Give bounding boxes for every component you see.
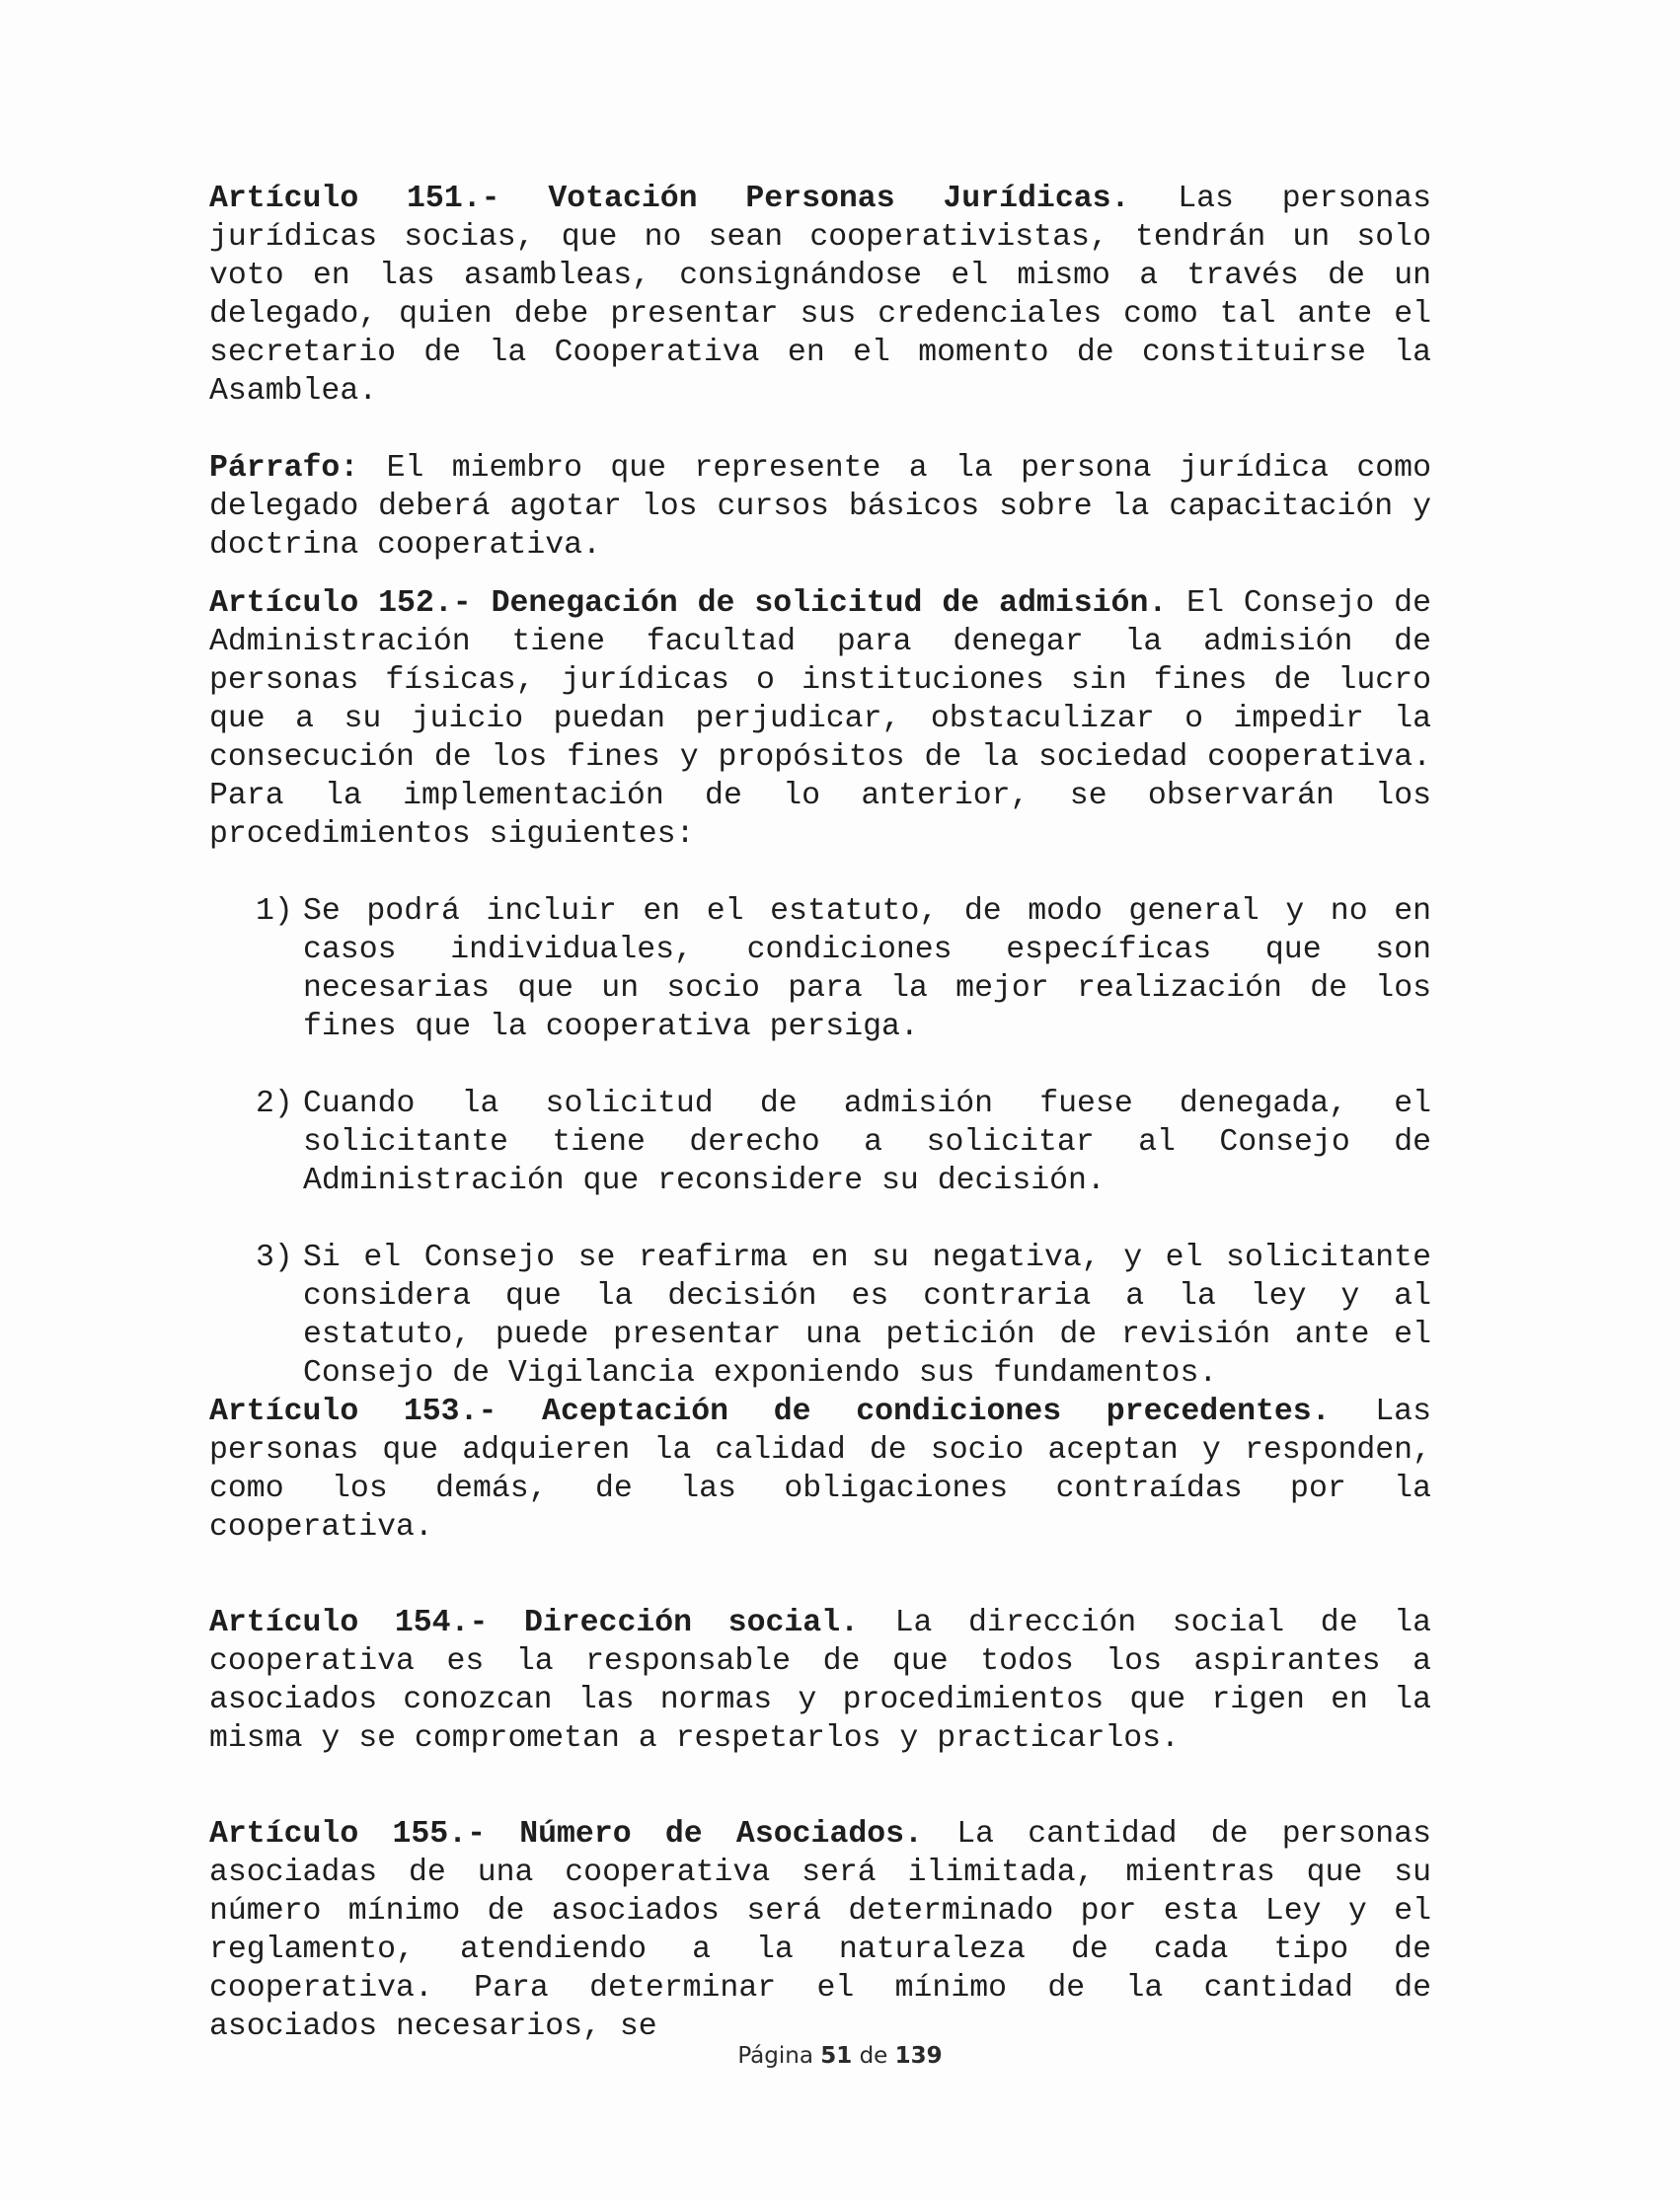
spacer [209,411,1431,449]
article-154 [209,1604,1431,1758]
article-154-heading: Artículo 154.- Dirección social. [209,1606,860,1640]
article-152 [209,584,1431,854]
article-151-heading: Artículo 151.- Votación Personas Jurídicas. [209,182,1130,216]
article-153 [209,1393,1431,1547]
parrafo [209,449,1431,565]
list-item-number: 3) [256,1241,293,1275]
footer-page-number: 51 [820,2043,853,2069]
spacer [209,1758,1431,1815]
article-154-text: La dirección social de la cooperativa es la responsable de que todos los aspirantes a asociados conozcan las normas y procedimientos que rigen en la misma y se comprometan a respetarlos y practicarlos. [209,1606,1432,1756]
list-item-text: Si el Consejo se reafirma en su negativa, y el solicitante considera que la decisión es contraria a la ley y al estatuto, puede presentar una petición de revisión ante el Consejo de Vigilancia exponiendo sus fundamentos. [303,1241,1431,1391]
parrafo-heading: Párrafo: [209,451,359,486]
list-item [209,892,1431,1046]
spacer [209,1547,1431,1604]
footer-prefix: Página [737,2043,813,2069]
article-151-text: Las personas jurídicas socias, que no sean cooperativistas, tendrán un solo voto en las asambleas, consignándose el mismo a través de un delegado, quien debe presentar sus credenciales como tal ante el secretario de la Cooperativa en el momento de constituirse la Asamblea. [209,182,1431,409]
article-155-text: La cantidad de personas asociadas de una cooperativa será ilimitada, mientras que su número mínimo de asociados será determinado por esta Ley y el reglamento, atendiendo a la naturaleza de cada tipo de cooperativa. Para determinar el mínimo de la cantidad de asociados necesarios, se [209,1817,1431,2044]
page-footer [0,2043,1680,2069]
procedure-list [209,892,1431,1393]
list-item-number: 1) [256,894,293,929]
article-155 [209,1815,1431,2046]
spacer [209,1200,1431,1239]
spacer [209,1046,1431,1085]
article-151 [209,180,1431,411]
document-body [209,180,1431,2046]
spacer [209,565,1431,584]
list-item [209,1085,1431,1200]
list-item-text: Cuando la solicitud de admisión fuese denegada, el solicitante tiene derecho a solicitar al Consejo de Administración que reconsidere su decisión. [303,1087,1431,1198]
spacer [209,854,1431,892]
footer-middle: de [859,2043,888,2069]
list-item-number: 2) [256,1087,293,1121]
parrafo-text: El miembro que represente a la persona jurídica como delegado deberá agotar los cursos básicos sobre la capacitación y doctrina cooperativa. [209,451,1431,563]
article-155-heading: Artículo 155.- Número de Asociados. [209,1817,923,1852]
article-153-heading: Artículo 153.- Aceptación de condiciones precedentes. [209,1395,1331,1429]
article-153-text: Las personas que adquieren la calidad de socio aceptan y responden, como los demás, de las obligaciones contraídas por la cooperativa. [209,1395,1431,1545]
article-152-text: El Consejo de Administración tiene facultad para denegar la admisión de personas físicas, jurídicas o instituciones sin fines de lucro que a su juicio puedan perjudicar, obstaculizar o impedir la consecución de los fines y propósitos de la sociedad cooperativa. Para la implementación de lo anterior, se observarán los procedimientos siguientes: [209,586,1431,852]
list-item [209,1239,1431,1393]
list-item-text: Se podrá incluir en el estatuto, de modo general y no en casos individuales, condiciones específicas que son necesarias que un socio para la mejor realización de los fines que la cooperativa persiga. [303,894,1431,1044]
article-152-heading: Artículo 152.- Denegación de solicitud de admisión. [209,586,1168,621]
footer-page-total: 139 [894,2043,943,2069]
